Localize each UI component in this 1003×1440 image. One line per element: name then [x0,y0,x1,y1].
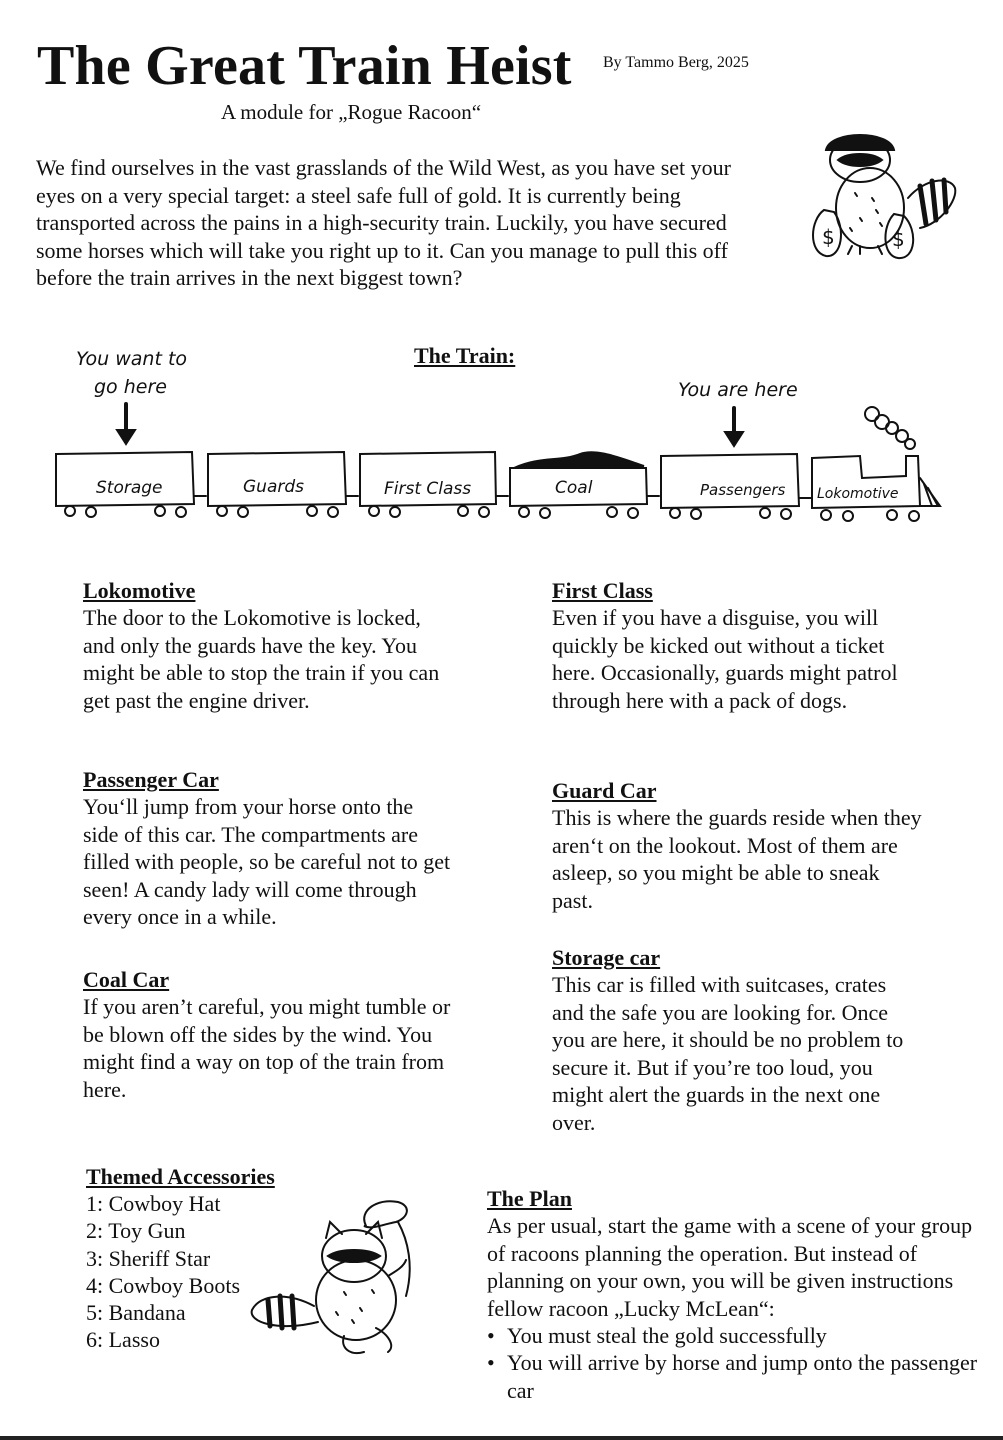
section-passenger-car [83,767,453,931]
subtitle: A module for „Rogue Racoon“ [221,100,482,124]
svg-text:$: $ [892,227,905,251]
car-label-first-class: First Class [384,479,472,499]
car-label-coal: Coal [555,478,593,498]
section-title: Guard Car [552,778,657,803]
intro-paragraph: We find ourselves in the vast grasslands of the Wild West, as you have set your eyes on a very special target: a steel safe full of gold. It is currently being transported across the pains in a high-security train. Luckily, you have secured some horses which will take you right up to it. Can you manage to pull this off before the train arrives in the next biggest town? [36,155,731,290]
section-guard-car [552,778,922,914]
list-item: • You will arrive by horse and jump onto the passenger car [487,1349,987,1404]
car-label-guards: Guards [243,477,305,497]
plan-title: The Plan [487,1186,572,1211]
section-body: If you aren’t careful, you might tumble or be blown off the sides by the wind. You might find a way on top of the train from here. [83,994,451,1102]
section-the-plan [487,1186,987,1404]
accessories-title: Themed Accessories [86,1164,275,1189]
racoon-with-balloon-icon [248,1196,424,1362]
section-body: This car is filled with suitcases, crates and the safe you are looking for. Once you are here, it should be no problem to secure it. But if you’re too loud, you might alert the guards in the next one over. [552,972,904,1135]
section-title: Lokomotive [83,578,196,603]
current-note: You are here [678,379,798,401]
target-note-line-1: You want to [76,348,188,370]
section-body: You‘ll jump from your horse onto the side of this car. The compartments are filled with people, so be careful not to get seen! A candy lady will come through every once in a while. [83,794,451,929]
plan-body: As per usual, start the game with a scene of your group of racoons planning the operation. But instead of planning on your own, you will be given instructions fellow racoon „Lucky McLean“: [487,1213,973,1321]
section-first-class [552,578,922,714]
section-title: Passenger Car [83,767,219,792]
page-title: The Great Train Heist [37,35,572,97]
list-item: 1: Cowboy Hat [86,1191,221,1216]
list-item: 6: Lasso [86,1327,160,1353]
target-note-line-2: go here [94,376,167,398]
page-bottom-border [0,1436,1003,1440]
svg-text:$: $ [822,225,835,249]
section-title: Coal Car [83,967,170,992]
section-coal-car [83,967,453,1103]
car-label-storage: Storage [96,478,163,498]
section-storage-car [552,945,922,1136]
section-title: Storage car [552,945,661,970]
train-heading: The Train: [414,343,516,368]
section-lokomotive [83,578,453,714]
list-item: • You must steal the gold successfully [487,1322,987,1349]
byline: By Tammo Berg, 2025 [603,54,749,71]
section-body: Even if you have a disguise, you will quickly be kicked out without a ticket here. Occasionally, guards might patrol through here with a pack of dogs. [552,605,898,713]
list-item: 2: Toy Gun [86,1218,186,1244]
plan-bullets [487,1322,987,1404]
list-item: 3: Sheriff Star [86,1245,211,1271]
section-title: First Class [552,578,653,603]
list-item: 5: Bandana [86,1300,186,1326]
car-label-lokomotive: Lokomotive [817,486,899,502]
list-item: 4: Cowboy Boots [86,1272,241,1298]
racoon-with-money-bags-icon [800,128,960,266]
section-body: This is where the guards reside when they aren‘t on the lookout. Most of them are asleep, so you might be able to sneak past. [552,805,922,913]
section-body: The door to the Lokomotive is locked, and only the guards have the key. You might be able to stop the train if you can get past the engine driver. [83,605,440,713]
car-label-passengers: Passengers [700,481,786,499]
train-diagram [40,338,980,528]
